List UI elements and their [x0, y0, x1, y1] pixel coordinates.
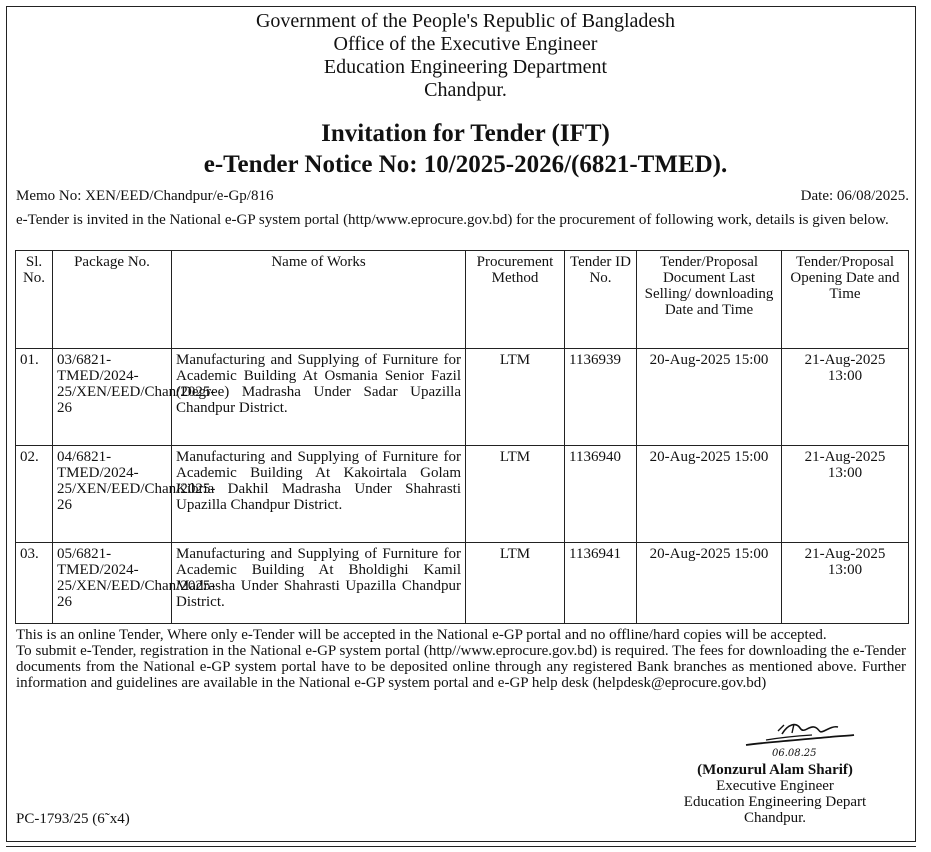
row-sl: 01. [16, 349, 53, 446]
notice-date: Date: 06/08/2025. [800, 188, 909, 204]
row-package: 04/6821-TMED/2024-25/XEN/EED/Chan/2025-26 [53, 446, 172, 543]
row-works: Manufacturing and Supplying of Furniture for Academic Building At Kakoirtala Golam Kibria Dakhil Madrasha Under Shahrasti Upazilla Chandpur District. [172, 446, 466, 543]
publication-code: PC-1793/25 (6˜x4) [16, 811, 130, 827]
header-method: Procurement Method [466, 251, 565, 349]
row-opening: 21-Aug-2025 13:00 [782, 349, 909, 446]
row-method: LTM [466, 543, 565, 624]
row-tender-id: 1136941 [565, 543, 637, 624]
intro-text: e-Tender is invited in the National e-GP system portal (http/www.eprocure.gov.bd) for the procurement of following work, details is given below. [16, 212, 889, 228]
office-line: Office of the Executive Engineer [333, 33, 598, 55]
notice-number: e-Tender Notice No: 10/2025-2026/(6821-TMED). [203, 151, 728, 178]
header-sl: Sl. No. [16, 251, 53, 349]
location-line: Chandpur. [424, 79, 507, 101]
table-row [16, 349, 909, 446]
tender-table [15, 250, 909, 624]
table-header-row [16, 251, 909, 349]
row-opening: 21-Aug-2025 13:00 [782, 446, 909, 543]
signatory-name: (Monzurul Alam Sharif) [697, 762, 853, 778]
row-tender-id: 1136940 [565, 446, 637, 543]
row-last-selling: 20-Aug-2025 15:00 [637, 446, 782, 543]
memo-number: Memo No: XEN/EED/Chandpur/e-Gp/816 [16, 188, 274, 204]
row-sl: 02. [16, 446, 53, 543]
department-line: Education Engineering Department [323, 56, 608, 78]
signature-mark [738, 718, 858, 758]
row-package: 03/6821-TMED/2024-25/XEN/EED/Chan/2025-26 [53, 349, 172, 446]
header-package: Package No. [53, 251, 172, 349]
row-method: LTM [466, 446, 565, 543]
table-row [16, 446, 909, 543]
page-title: Invitation for Tender (IFT) [321, 120, 610, 147]
office-header [0, 10, 931, 102]
government-line: Government of the People's Republic of Bangladesh [255, 10, 676, 32]
header-opening: Tender/Proposal Opening Date and Time [782, 251, 909, 349]
header-last-selling: Tender/Proposal Document Last Selling/ downloading Date and Time [637, 251, 782, 349]
row-tender-id: 1136939 [565, 349, 637, 446]
bottom-divider [6, 846, 916, 847]
row-last-selling: 20-Aug-2025 15:00 [637, 543, 782, 624]
signature-block [670, 762, 880, 826]
row-sl: 03. [16, 543, 53, 624]
header-tender-id: Tender ID No. [565, 251, 637, 349]
signature-date: 06.08.25 [772, 748, 817, 758]
notice-titles [0, 118, 931, 180]
row-works: Manufacturing and Supplying of Furniture for Academic Building At Bholdighi Kamil Madrasha Under Shahrasti Upazilla Chandpur District. [172, 543, 466, 624]
row-last-selling: 20-Aug-2025 15:00 [637, 349, 782, 446]
row-package: 05/6821-TMED/2024-25/XEN/EED/Chan/2025-26 [53, 543, 172, 624]
registration-note: To submit e-Tender, registration in the National e-GP system portal (http//www.eprocure.gov.bd) is required. The fees for downloading the e-Tender documents from the National e-GP system portal have to be deposited online through any registered Bank branches as mentioned above. Further information and guidelines are available in the National e-GP system portal and e-GP help desk (helpdesk@eprocure.gov.bd) [16, 643, 906, 691]
signatory-designation: Executive Engineer [716, 778, 834, 794]
signatory-location: Chandpur. [743, 810, 807, 826]
row-works: Manufacturing and Supplying of Furniture for Academic Building At Osmania Senior Fazil (Degree) Madrasha Under Sadar Upazilla Chandpur District. [172, 349, 466, 446]
online-tender-note: This is an online Tender, Where only e-Tender will be accepted in the National e-GP portal and no offline/hard copies will be accepted. [16, 627, 827, 643]
header-works: Name of Works [172, 251, 466, 349]
tender-notes [16, 627, 906, 691]
signatory-department: Education Engineering Depart [683, 794, 867, 810]
table-row [16, 543, 909, 624]
row-opening: 21-Aug-2025 13:00 [782, 543, 909, 624]
row-method: LTM [466, 349, 565, 446]
